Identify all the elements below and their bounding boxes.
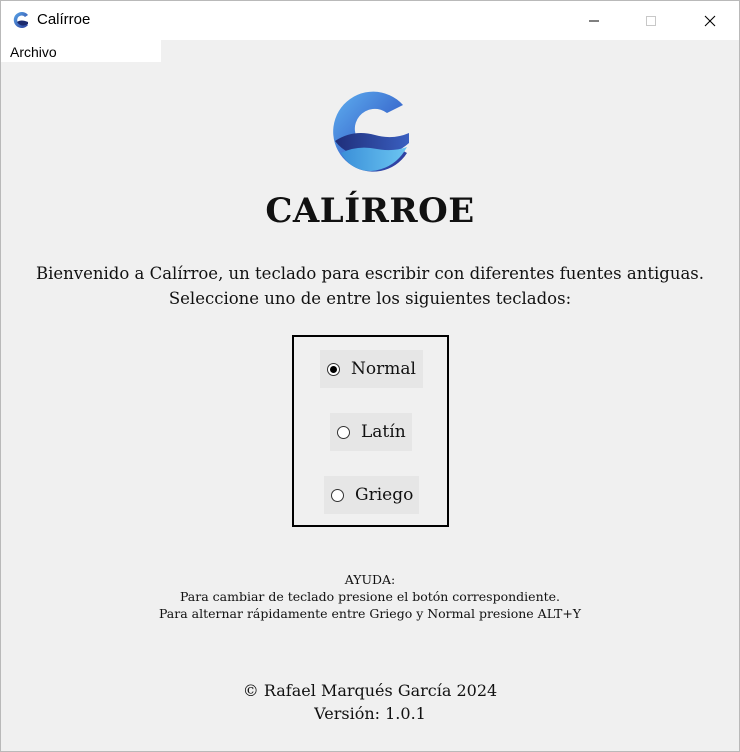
calirroe-logo-icon <box>11 10 31 30</box>
footer <box>1 679 739 725</box>
radio-latin[interactable] <box>330 413 412 451</box>
intro-text <box>1 261 739 311</box>
menu-bar <box>1 40 161 62</box>
keyboard-selector-box <box>292 335 449 527</box>
radio-label: Griego <box>355 485 414 505</box>
radio-griego[interactable] <box>324 476 419 514</box>
close-icon <box>704 15 716 27</box>
radio-normal[interactable] <box>320 350 423 388</box>
help-line: Para alternar rápidamente entre Griego y Normal presione ALT+Y <box>158 606 582 621</box>
intro-line: Bienvenido a Calírroe, un teclado para escribir con diferentes fuentes antiguas. <box>35 264 705 283</box>
version-text: Versión: 1.0.1 <box>314 704 426 723</box>
intro-line: Seleccione uno de entre los siguientes teclados: <box>168 289 572 308</box>
close-button[interactable] <box>687 1 733 40</box>
help-line: Para cambiar de teclado presione el botón correspondiente. <box>179 589 561 604</box>
help-section <box>1 571 739 622</box>
radio-selected-icon <box>327 363 340 376</box>
minimize-icon <box>588 15 600 27</box>
menu-bar-filler <box>161 40 739 62</box>
title-bar[interactable] <box>1 1 739 40</box>
radio-label: Latín <box>361 422 406 442</box>
copyright-text: © Rafael Marqués García 2024 <box>242 681 498 700</box>
radio-label: Normal <box>351 359 416 379</box>
app-heading: CALÍRROE <box>265 191 475 231</box>
calirroe-logo <box>323 83 419 179</box>
maximize-icon <box>645 15 657 27</box>
maximize-button[interactable] <box>628 1 674 40</box>
menu-item-archivo[interactable]: Archivo <box>10 44 57 60</box>
help-heading: AYUDA: <box>344 572 396 587</box>
window-title: Calírroe <box>37 11 91 28</box>
radio-unselected-icon <box>337 426 350 439</box>
radio-unselected-icon <box>331 489 344 502</box>
minimize-button[interactable] <box>571 1 617 40</box>
